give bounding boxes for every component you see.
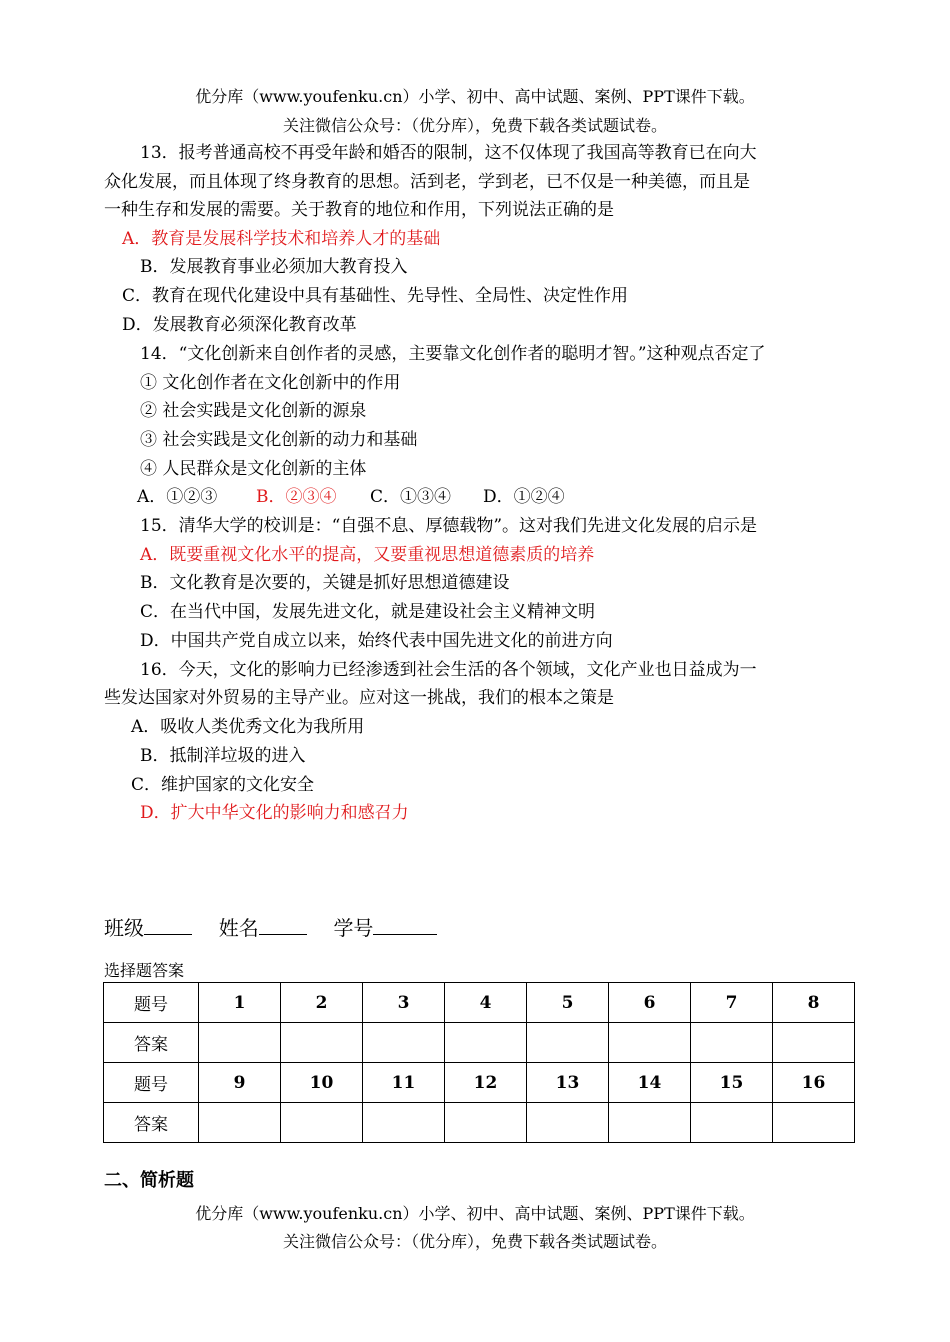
answer-label: 答案 — [104, 1103, 199, 1143]
answer-cell[interactable] — [773, 1023, 855, 1063]
question-number: 16 — [773, 1063, 855, 1103]
student-id-blank[interactable] — [373, 912, 437, 935]
answer-table-caption: 选择题答案 — [104, 961, 185, 980]
q13-stem-1: 13．报考普通高校不再受年龄和婚否的限制，这不仅体现了我国高等教育已在向大 — [140, 143, 757, 163]
q15-stem: 15．清华大学的校训是：“自强不息、厚德载物”。这对我们先进文化发展的启示是 — [140, 516, 758, 536]
question-number: 11 — [363, 1063, 445, 1103]
table-row — [104, 1023, 855, 1063]
answer-cell[interactable] — [691, 1023, 773, 1063]
q14-option-a: A．①②③ — [137, 487, 218, 507]
q13-option-a: A．教育是发展科学技术和培养人才的基础 — [122, 229, 441, 249]
question-number-label: 题号 — [104, 983, 199, 1023]
question-number: 2 — [281, 983, 363, 1023]
answer-cell[interactable] — [445, 1103, 527, 1143]
answer-cell[interactable] — [281, 1103, 363, 1143]
q13-stem-2: 众化发展，而且体现了终身教育的思想。活到老，学到老，已不仅是一种美德，而且是 — [104, 172, 750, 192]
answer-cell[interactable] — [363, 1103, 445, 1143]
question-number: 4 — [445, 983, 527, 1023]
q14-option-b: B．②③④ — [256, 487, 337, 507]
answer-cell[interactable] — [773, 1103, 855, 1143]
q15-option-c: C．在当代中国，发展先进文化，就是建设社会主义精神文明 — [140, 602, 596, 622]
question-number: 6 — [609, 983, 691, 1023]
header-line-1: 优分库（www.youfenku.cn）小学、初中、高中试题、案例、PPT课件下载。 — [195, 87, 755, 106]
q14-option-d: D．①②④ — [483, 487, 565, 507]
q15-option-a: A．既要重视文化水平的提高，又要重视思想道德素质的培养 — [140, 545, 595, 565]
header-line-2: 关注微信公众号：（优分库），免费下载各类试题试卷。 — [282, 116, 667, 135]
question-number: 7 — [691, 983, 773, 1023]
q14-item-1: ① 文化创作者在文化创新中的作用 — [140, 373, 401, 393]
q16-option-a: A．吸收人类优秀文化为我所用 — [131, 717, 365, 737]
answer-cell[interactable] — [281, 1023, 363, 1063]
answer-cell[interactable] — [445, 1023, 527, 1063]
answer-cell[interactable] — [363, 1023, 445, 1063]
q16-option-c: C．维护国家的文化安全 — [131, 775, 315, 795]
q16-stem-1: 16．今天，文化的影响力已经渗透到社会生活的各个领域，文化产业也日益成为一 — [140, 660, 757, 680]
q14-item-2: ② 社会实践是文化创新的源泉 — [140, 401, 367, 421]
table-row — [104, 1063, 855, 1103]
q16-stem-2: 些发达国家对外贸易的主导产业。应对这一挑战，我们的根本之策是 — [104, 688, 614, 708]
q13-option-d: D．发展教育必须深化教育改革 — [122, 315, 357, 335]
table-row — [104, 983, 855, 1023]
student-id-label: 学号 — [333, 916, 374, 940]
q13-option-b: B．发展教育事业必须加大教育投入 — [140, 257, 408, 277]
question-number: 14 — [609, 1063, 691, 1103]
q15-option-b: B．文化教育是次要的，关键是抓好思想道德建设 — [140, 573, 510, 593]
q16-option-d: D．扩大中华文化的影响力和感召力 — [140, 803, 409, 823]
class-label: 班级 — [104, 916, 144, 940]
q14-item-3: ③ 社会实践是文化创新的动力和基础 — [140, 430, 418, 450]
answer-cell[interactable] — [691, 1103, 773, 1143]
q13-stem-3: 一种生存和发展的需要。关于教育的地位和作用，下列说法正确的是 — [104, 200, 614, 220]
section-2-heading: 二、简析题 — [104, 1170, 194, 1191]
name-blank[interactable] — [259, 912, 307, 935]
question-number: 3 — [363, 983, 445, 1023]
question-number: 12 — [445, 1063, 527, 1103]
question-number: 1 — [199, 983, 281, 1023]
q13-option-c: C．教育在现代化建设中具有基础性、先导性、全局性、决定性作用 — [122, 286, 629, 306]
table-row — [104, 1103, 855, 1143]
q14-option-c: C．①③④ — [370, 487, 452, 507]
q14-stem: 14．“文化创新来自创作者的灵感，主要靠文化创作者的聪明才智。”这种观点否定了 — [140, 344, 766, 364]
answer-cell[interactable] — [527, 1023, 609, 1063]
name-label: 姓名 — [218, 916, 259, 940]
answer-cell[interactable] — [609, 1023, 691, 1063]
footer-line-2: 关注微信公众号：（优分库），免费下载各类试题试卷。 — [282, 1232, 667, 1251]
question-number: 10 — [281, 1063, 363, 1103]
question-number: 15 — [691, 1063, 773, 1103]
student-info-fields — [104, 912, 437, 942]
question-number: 8 — [773, 983, 855, 1023]
q14-item-4: ④ 人民群众是文化创新的主体 — [140, 459, 367, 479]
question-number: 5 — [527, 983, 609, 1023]
question-number-label: 题号 — [104, 1063, 199, 1103]
answer-cell[interactable] — [527, 1103, 609, 1143]
question-number: 9 — [199, 1063, 281, 1103]
q16-option-b: B．抵制洋垃圾的进入 — [140, 746, 306, 766]
answer-cell[interactable] — [609, 1103, 691, 1143]
answer-cell[interactable] — [199, 1023, 281, 1063]
answer-label: 答案 — [104, 1023, 199, 1063]
answer-table — [103, 982, 855, 1143]
question-number: 13 — [527, 1063, 609, 1103]
footer-line-1: 优分库（www.youfenku.cn）小学、初中、高中试题、案例、PPT课件下载。 — [195, 1204, 755, 1223]
class-blank[interactable] — [144, 912, 192, 935]
answer-cell[interactable] — [199, 1103, 281, 1143]
q15-option-d: D．中国共产党自成立以来，始终代表中国先进文化的前进方向 — [140, 631, 613, 651]
